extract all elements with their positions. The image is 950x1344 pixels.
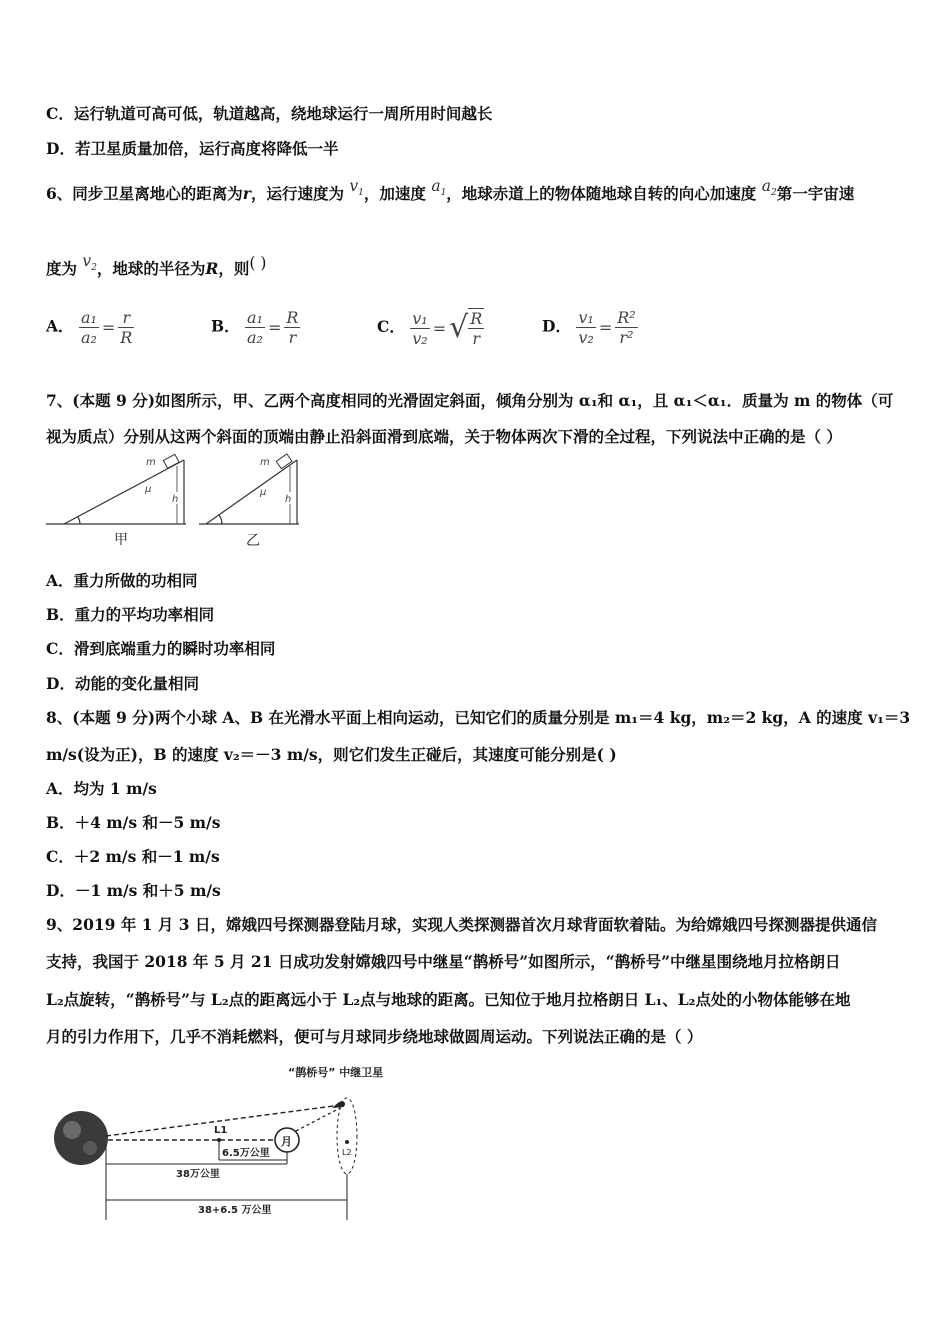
q6-option-a: A． $\frac{\text{a₁}}{\text{a₂}}$ = $\frac{r}{R}$ bbox=[46, 308, 133, 347]
fig-65-label: 6.5万公里 bbox=[222, 1148, 270, 1159]
q6-a2-symbol: $a_2$ bbox=[761, 177, 777, 199]
q8-option-d: D．－1 m/s 和＋5 m/s bbox=[46, 881, 221, 900]
fig-h-label-2: h bbox=[285, 494, 292, 505]
fig-l1-label: L1 bbox=[214, 1125, 228, 1136]
q9-stem-line2: 支持，我国于 2018 年 5 月 21 日成功发射嫦娥四号中继星“鹊桥号”如图所示，“鹊桥号”中继星围绕地月拉格朗日 bbox=[46, 952, 841, 971]
q8-stem-line1: 8、(本题 9 分)两个小球 A、B 在光滑水平面上相向运动，已知它们的质量分别是 m₁＝4 kg，m₂＝2 kg，A 的速度 v₁＝3 bbox=[46, 708, 911, 727]
q8-option-c: C．＋2 m/s 和－1 m/s bbox=[46, 847, 220, 866]
fig-h-label-1: h bbox=[172, 494, 179, 505]
q7-incline-figure bbox=[44, 452, 314, 552]
relay-satellite-icon bbox=[339, 1101, 345, 1107]
q9-stem-line3: L₂点旋转，“鹊桥号”与 L₂点的距离远小于 L₂点与地球的距离。已知位于地月拉格朗日 L₁、L₂点处的小物体能够在地 bbox=[46, 990, 851, 1009]
halo-orbit bbox=[337, 1098, 357, 1174]
fig-total-label: 38+6.5 万公里 bbox=[198, 1205, 272, 1216]
fig-label-yi: 乙 bbox=[246, 533, 260, 549]
moon-to-relay-line bbox=[296, 1108, 340, 1131]
q7-stem-line2: 视为质点）分别从这两个斜面的顶端由静止沿斜面滑到底端，关于物体两次下滑的全过程，下列说法中正确的是（ ） bbox=[46, 427, 842, 446]
q6-v2-symbol: $v_2$ bbox=[82, 252, 97, 274]
q6-option-d: D． $\frac{\text{v₁}}{\text{v₂}}$ = $\frac{\text{R²}}{\text{r²}}$ bbox=[542, 308, 636, 347]
q8-option-a: A．均为 1 m/s bbox=[46, 779, 157, 798]
q6-v1-symbol: $v_1$ bbox=[349, 177, 364, 199]
q5-option-c: C．运行轨道可高可低，轨道越高，绕地球运行一周所用时间越长 bbox=[46, 104, 493, 123]
incline-yi bbox=[199, 460, 299, 524]
q6-stem-line1: 6、同步卫星离地心的距离为r，运行速度为 $v_1$，加速度 $a_1$，地球赤道上的物体随地球自转的向心加速度 $a_2$第一宇宙速 bbox=[46, 177, 855, 203]
earth-icon bbox=[54, 1111, 108, 1165]
fig-relay-label: “鹊桥号” 中继卫星 bbox=[288, 1066, 384, 1079]
fig-mu-label-2: μ bbox=[260, 487, 267, 498]
fig-m-label-2: m bbox=[260, 457, 270, 468]
q7-option-d: D．动能的变化量相同 bbox=[46, 674, 199, 693]
q9-stem-line4: 月的引力作用下，几乎不消耗燃料，便可与月球同步绕地球做圆周运动。下列说法正确的是（ ） bbox=[46, 1027, 703, 1046]
l2-point bbox=[345, 1140, 349, 1144]
q7-stem-line1: 7、(本题 9 分)如图所示，甲、乙两个高度相同的光滑固定斜面，倾角分别为 α₁和 α₁，且 α₁＜α₁．质量为 m 的物体（可 bbox=[46, 391, 894, 410]
fig-38-label: 38万公里 bbox=[176, 1169, 220, 1180]
incline-jia bbox=[46, 460, 186, 524]
fig-label-jia: 甲 bbox=[114, 532, 128, 548]
q9-stem-line1: 9、2019 年 1 月 3 日，嫦娥四号探测器登陆月球，实现人类探测器首次月球背面软着陆。为给嫦娥四号探测器提供通信 bbox=[46, 915, 877, 934]
q7-option-a: A．重力所做的功相同 bbox=[46, 571, 198, 590]
fig-moon-label: 月 bbox=[281, 1135, 292, 1148]
q8-stem-line2: m/s(设为正)，B 的速度 v₂＝－3 m/s，则它们发生正碰后，其速度可能分别是( ) bbox=[46, 745, 617, 764]
q6-option-c: C． $\frac{\text{v₁}}{\text{v₂}}$ = √ $\frac{R}{r}$ bbox=[377, 308, 483, 348]
fig-l2-label: L2 bbox=[342, 1148, 352, 1157]
q8-option-b: B．＋4 m/s 和－5 m/s bbox=[46, 813, 221, 832]
q7-option-b: B．重力的平均功率相同 bbox=[46, 605, 215, 624]
q5-option-d: D．若卫星质量加倍，运行高度将降低一半 bbox=[46, 139, 339, 158]
q9-earth-moon-figure bbox=[48, 1060, 408, 1225]
fig-m-label-1: m bbox=[146, 457, 156, 468]
q7-option-c: C．滑到底端重力的瞬时功率相同 bbox=[46, 639, 276, 658]
sqrt-sign: √ bbox=[449, 310, 469, 345]
q6-option-b: B． $\frac{\text{a₁}}{\text{a₂}}$ = $\frac{R}{r}$ bbox=[211, 308, 299, 347]
q6-a1-symbol: $a_1$ bbox=[431, 177, 447, 199]
q6-stem-line2: 度为 $v_2$，地球的半径为R，则( ) bbox=[46, 252, 267, 278]
fig-mu-label-1: μ bbox=[145, 484, 152, 495]
